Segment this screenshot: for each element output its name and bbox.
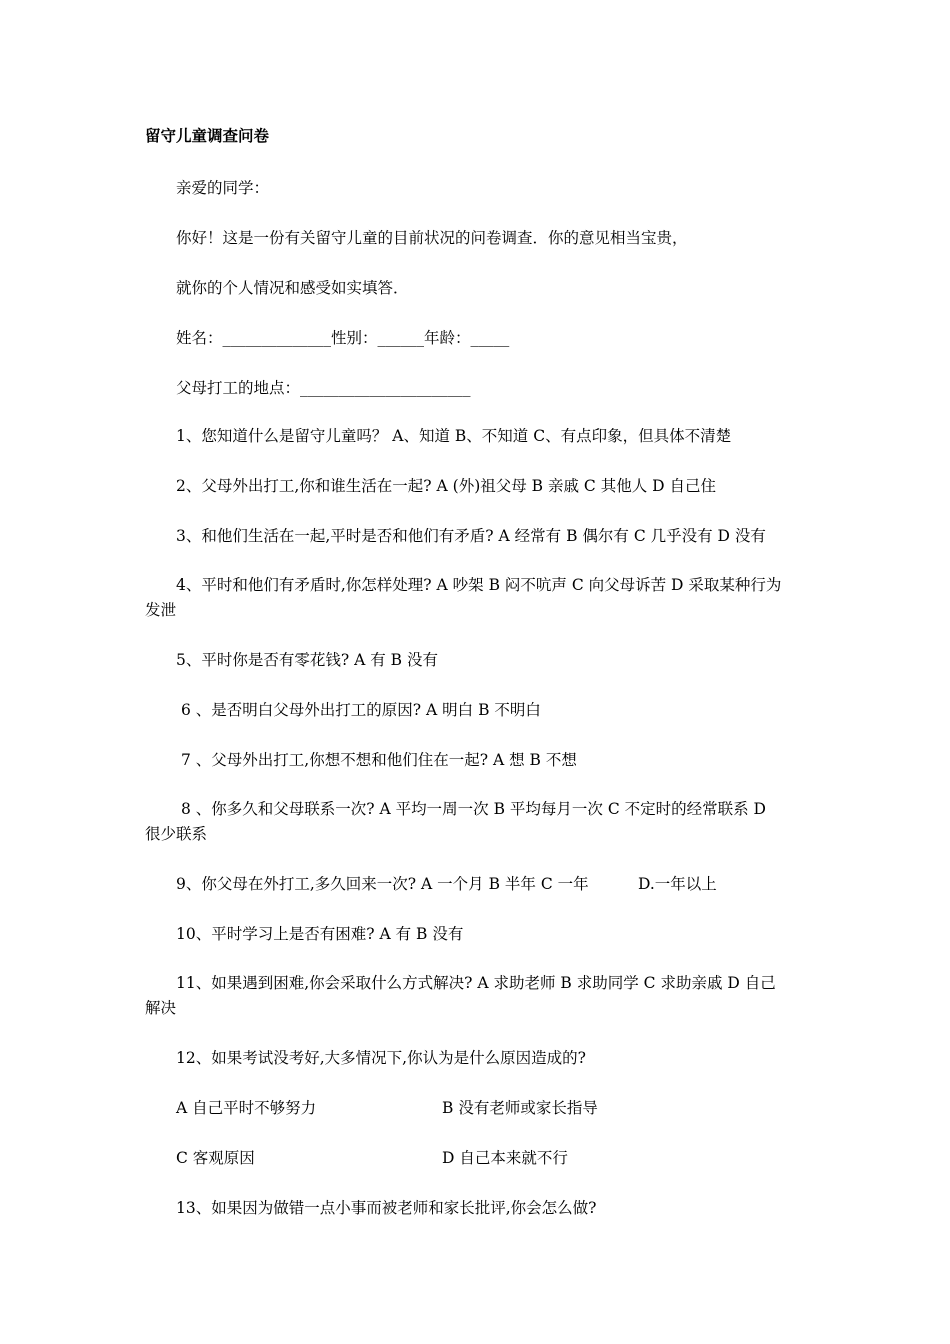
question-4 — [145, 573, 815, 623]
question-9-option-d: D.一年以上 — [638, 875, 717, 893]
personal-info-line: 姓名：______________性别：______年龄：_____ — [176, 329, 510, 347]
question-12-option-b: B 没有老师或家长指导 — [442, 1099, 598, 1117]
document-title: 留守儿童调查问卷 — [145, 126, 270, 145]
question-12: 12、如果考试没考好,大多情况下,你认为是什么原因造成的? — [176, 1049, 586, 1067]
question-2: 2、父母外出打工,你和谁生活在一起? A (外)祖父母 B 亲戚 C 其他人 D 自己住 — [176, 477, 716, 495]
question-10: 10、平时学习上是否有困难? A 有 B 没有 — [176, 925, 464, 943]
question-12-option-a: A 自己平时不够努力 — [176, 1099, 317, 1117]
intro-line-2: 就你的个人情况和感受如实填答． — [176, 279, 409, 297]
greeting: 亲爱的同学： — [176, 179, 270, 197]
question-9: 9、你父母在外打工,多久回来一次? A 一个月 B 半年 C 一年 — [176, 875, 589, 893]
question-5: 5、平时你是否有零花钱? A 有 B 没有 — [176, 651, 438, 669]
question-4-line-1: 4、平时和他们有矛盾时,你怎样处理? A 吵架 B 闷不吭声 C 向父母诉苦 D 采取某种行为 — [176, 576, 782, 594]
parent-work-location-line: 父母打工的地点：______________________ — [176, 379, 471, 397]
question-7: 7 、父母外出打工,你想不想和他们住在一起? A 想 B 不想 — [181, 751, 577, 769]
question-1: 1、您知道什么是留守儿童吗？ A、知道 B、不知道 C、有点印象，但具体不清楚 — [176, 427, 732, 445]
question-8-line-2: 很少联系 — [145, 825, 208, 843]
question-3: 3、和他们生活在一起,平时是否和他们有矛盾? A 经常有 B 偶尔有 C 几乎没有 D 没有 — [176, 527, 766, 545]
question-8-line-1: 8 、你多久和父母联系一次? A 平均一周一次 B 平均每月一次 C 不定时的经常联系 D — [181, 800, 766, 818]
question-4-line-2: 发泄 — [145, 601, 177, 619]
question-11-line-1: 11、如果遇到困难,你会采取什么方式解决? A 求助老师 B 求助同学 C 求助亲戚 D 自己 — [176, 974, 776, 992]
question-12-option-d: D 自己本来就不行 — [442, 1149, 568, 1167]
question-12-option-c: C 客观原因 — [176, 1149, 255, 1167]
question-6: 6 、是否明白父母外出打工的原因? A 明白 B 不明白 — [181, 701, 541, 719]
question-8 — [145, 797, 815, 847]
question-11 — [145, 971, 815, 1021]
question-11-line-2: 解决 — [145, 999, 177, 1017]
question-13: 13、如果因为做错一点小事而被老师和家长批评,你会怎么做? — [176, 1199, 597, 1217]
intro-line-1: 你好！这是一份有关留守儿童的目前状况的问卷调查．你的意见相当宝贵， — [176, 229, 688, 247]
